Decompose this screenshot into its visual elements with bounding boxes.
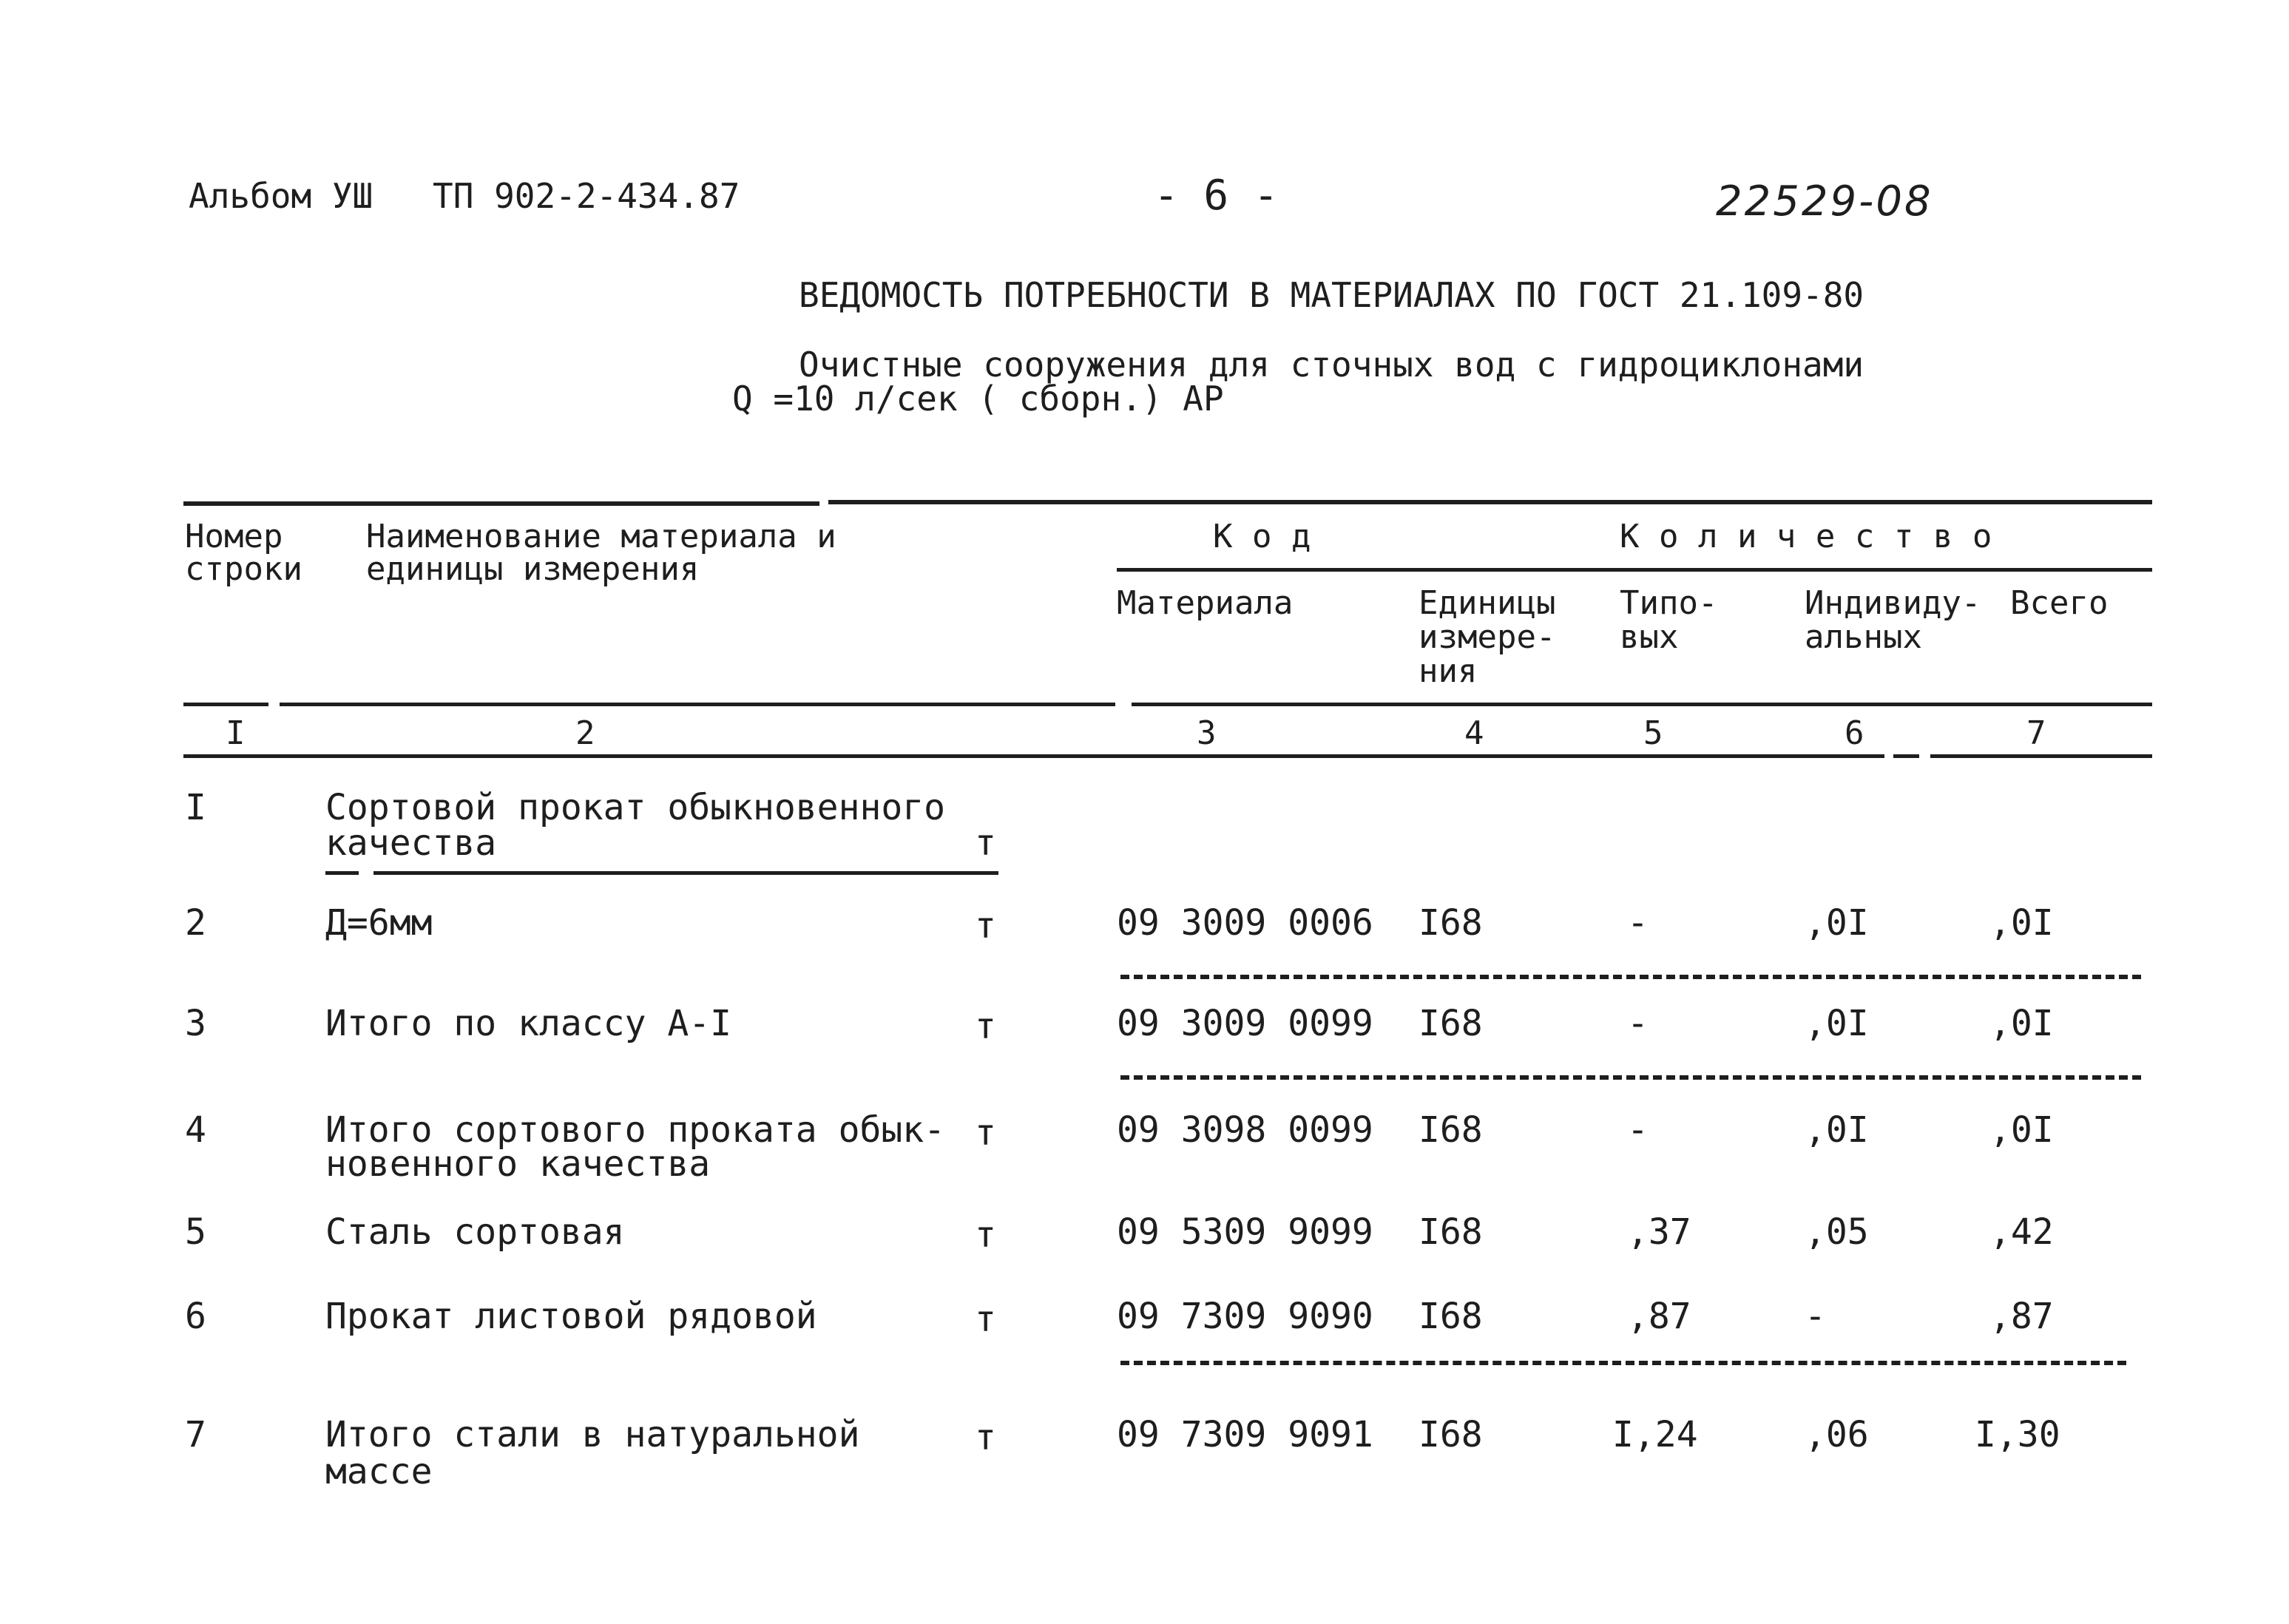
row-6-code: 09 7309 9090	[1117, 1296, 1373, 1337]
col-header-name-2: единицы измерения	[366, 550, 700, 588]
colnum-rule-bottom-mid	[1893, 754, 1919, 758]
row-5-num: 5	[185, 1211, 206, 1253]
row-3-individual: ,0I	[1805, 1003, 1869, 1044]
col-header-unit-3: ния	[1419, 652, 1478, 690]
row-1-name-2: качества	[325, 822, 497, 864]
col-header-typical-1: Типо-	[1620, 584, 1718, 622]
row-2-individual: ,0I	[1805, 902, 1869, 944]
col-header-unit-1: Единицы	[1419, 584, 1556, 622]
row-4-name-2: новенного качества	[325, 1143, 711, 1185]
row-6-typical: ,87	[1627, 1296, 1691, 1337]
row-6-name: Прокат листовой рядовой	[325, 1296, 817, 1337]
row-2-dashed-rule	[1120, 975, 2141, 979]
document-subtitle-flow: Q =10 л/сек ( сборн.) АР	[732, 379, 1224, 419]
document-code: 22529-08	[1716, 177, 1933, 226]
row-3-dashed-rule	[1120, 1075, 2141, 1080]
row-4-unit-code: I68	[1419, 1109, 1483, 1151]
col-number-7: 7	[2026, 714, 2046, 752]
colnum-rule-bottom-right	[1930, 754, 2152, 758]
document-title: ВЕДОМОСТЬ ПОТРЕБНОСТИ В МАТЕРИАЛАХ ПО ГОСТ 21.109-80	[799, 275, 1864, 315]
row-2-unit-code: I68	[1419, 902, 1483, 944]
row-4-name-1: Итого сортового проката обык-	[325, 1109, 946, 1151]
row-7-num: 7	[185, 1414, 206, 1455]
row-3-unit-code: I68	[1419, 1003, 1483, 1044]
row-4-total: ,0I	[1989, 1109, 2054, 1151]
col-header-name-1: Наименование материала и	[366, 518, 836, 555]
colnum-rule-3	[1132, 703, 2152, 706]
colnum-rule-2	[280, 703, 1115, 706]
row-4-unit-abbr: т	[975, 1112, 996, 1154]
header-rule-left	[183, 501, 819, 506]
row-2-num: 2	[185, 902, 206, 944]
row-5-unit-abbr: т	[975, 1214, 996, 1256]
col-header-total: Всего	[2010, 584, 2109, 622]
row-1-num: I	[185, 787, 206, 828]
row-2-typical: -	[1627, 902, 1649, 944]
row-5-code: 09 5309 9099	[1117, 1211, 1373, 1253]
row-5-individual: ,05	[1805, 1211, 1869, 1253]
row-2-code: 09 3009 0006	[1117, 902, 1373, 944]
col-number-2: 2	[575, 714, 595, 752]
col-header-row-num-2: строки	[185, 550, 302, 588]
col-header-code: К о д	[1213, 518, 1311, 555]
header-rule-right	[828, 500, 2152, 504]
row-5-typical: ,37	[1627, 1211, 1691, 1253]
colnum-rule-bottom-left	[183, 754, 1884, 758]
col-number-5: 5	[1643, 714, 1663, 752]
row-6-individual: -	[1805, 1296, 1826, 1337]
row-7-total: I,30	[1975, 1414, 2060, 1455]
subheader-rule	[1117, 568, 2152, 572]
col-header-quantity: К о л и ч е с т в о	[1620, 518, 1992, 555]
row-1-underline-a	[325, 871, 359, 875]
row-3-name: Итого по классу А-I	[325, 1003, 732, 1044]
row-3-unit-abbr: т	[975, 1006, 996, 1047]
project-number: ТП 902-2-434.87	[433, 176, 740, 216]
col-header-individual-1: Индивиду-	[1805, 584, 1981, 622]
colnum-rule-1	[183, 703, 268, 706]
col-header-material: Материала	[1117, 584, 1294, 622]
row-7-individual: ,06	[1805, 1414, 1869, 1455]
row-3-code: 09 3009 0099	[1117, 1003, 1373, 1044]
row-2-unit-abbr: т	[975, 905, 996, 947]
col-number-1: I	[226, 714, 246, 752]
row-7-unit-abbr: т	[975, 1417, 996, 1458]
row-6-unit-code: I68	[1419, 1296, 1483, 1337]
row-6-unit-abbr: т	[975, 1299, 996, 1340]
col-number-6: 6	[1845, 714, 1864, 752]
row-1-underline-b	[373, 871, 998, 875]
row-7-name-2: массе	[325, 1451, 433, 1492]
col-header-typical-2: вых	[1620, 618, 1679, 656]
row-6-num: 6	[185, 1296, 206, 1337]
row-7-name-1: Итого стали в натуральной	[325, 1414, 860, 1455]
row-2-total: ,0I	[1989, 902, 2054, 944]
row-6-total: ,87	[1989, 1296, 2054, 1337]
row-3-typical: -	[1627, 1003, 1649, 1044]
row-4-code: 09 3098 0099	[1117, 1109, 1373, 1151]
row-4-individual: ,0I	[1805, 1109, 1869, 1151]
row-5-unit-code: I68	[1419, 1211, 1483, 1253]
row-7-typical: I,24	[1612, 1414, 1698, 1455]
col-header-unit-2: измере-	[1419, 618, 1556, 656]
row-3-total: ,0I	[1989, 1003, 2054, 1044]
col-number-3: 3	[1197, 714, 1217, 752]
row-1-unit-abbr: т	[975, 822, 996, 864]
col-header-individual-2: альных	[1805, 618, 1922, 656]
document-subtitle: Очистные сооружения для сточных вод с гидроциклонами	[799, 345, 1864, 385]
row-4-typical: -	[1627, 1109, 1649, 1151]
row-3-num: 3	[185, 1003, 206, 1044]
row-7-unit-code: I68	[1419, 1414, 1483, 1455]
row-5-total: ,42	[1989, 1211, 2054, 1253]
row-5-name: Сталь сортовая	[325, 1211, 625, 1253]
row-6-dashed-rule	[1120, 1361, 2126, 1365]
page-number: - 6 -	[1154, 172, 1279, 220]
row-7-code: 09 7309 9091	[1117, 1414, 1373, 1455]
row-1-name-1: Сортовой прокат обыкновенного	[325, 787, 946, 828]
col-header-row-num-1: Номер	[185, 518, 283, 555]
col-number-4: 4	[1464, 714, 1484, 752]
album-label: Альбом УШ	[189, 176, 373, 216]
row-2-name: Д=6мм	[325, 902, 433, 944]
row-4-num: 4	[185, 1109, 206, 1151]
